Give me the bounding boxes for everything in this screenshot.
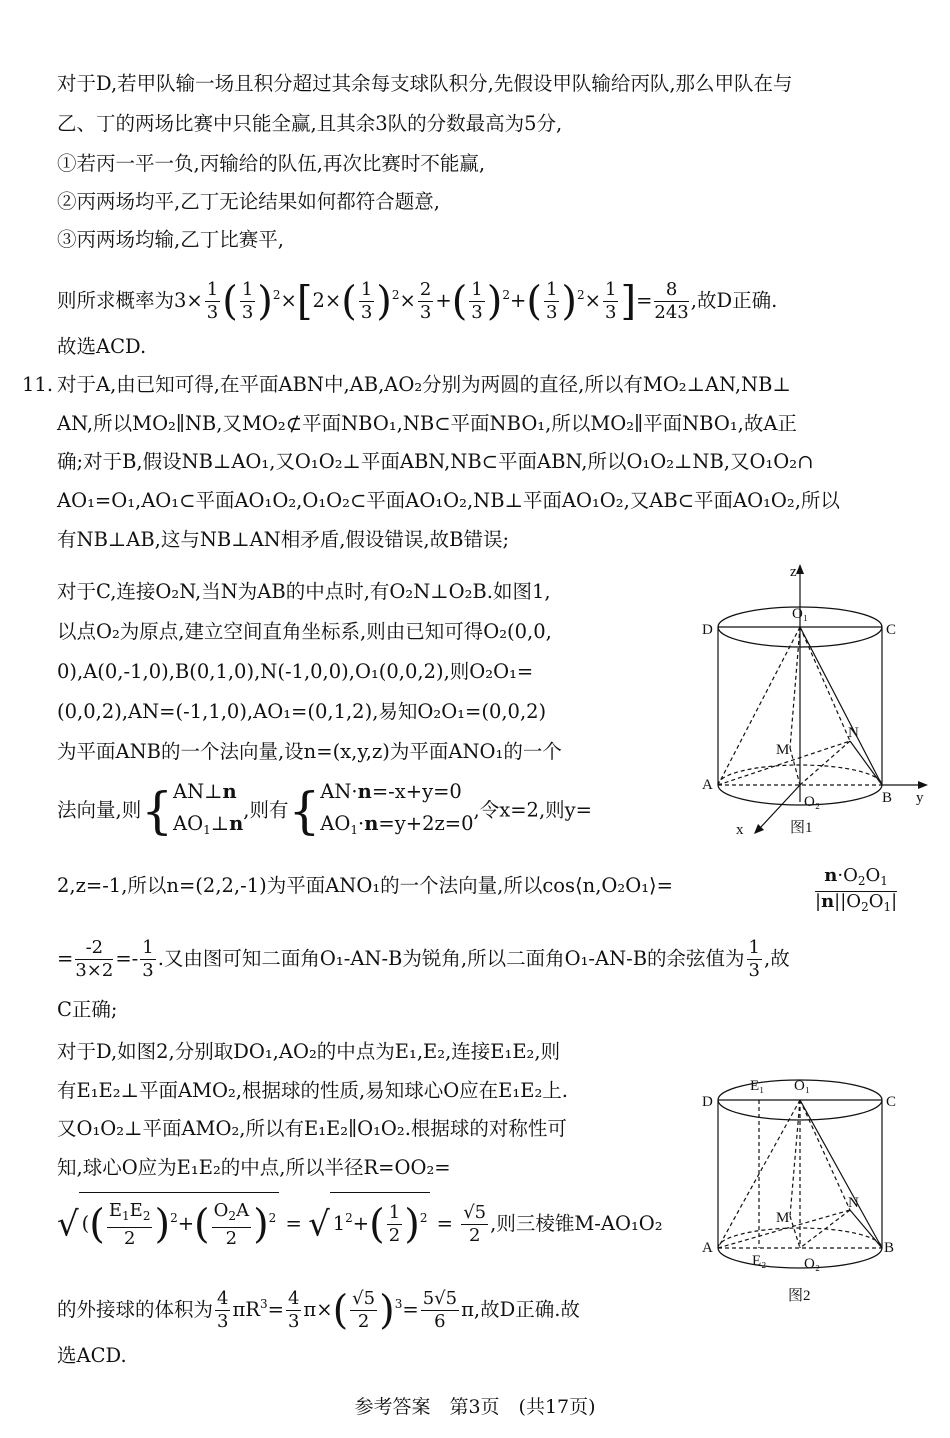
a-label: A xyxy=(702,777,713,793)
a-label: A xyxy=(702,1240,713,1256)
text-line: AO₁=O₁,AO₁⊂平面AO₁O₂,O₁O₂⊂平面AO₁O₂,NB⊥平面AO₁O₂,又AB⊂平面AO₁O₂,所以 xyxy=(57,489,840,512)
b-label: B xyxy=(884,1240,895,1256)
probability-formula: 则所求概率为3× $\frac{1}{3}$ ( $\frac{1}{3}$ )$^2$×[2×( $\frac{1}{3}$ )$^2$× $\frac{2}{3}$ +( $\frac{1}{3}$ )$^2$+( $\frac{1}{3}$ )$^2$× $\frac{1}{3}$ ]= $\frac{8}{243}$ ,故D正确. xyxy=(57,278,778,325)
text-line: 选ACD. xyxy=(57,1344,127,1367)
e1-label: E₁ xyxy=(750,1078,765,1094)
text-line: 知,球心O应为E₁E₂的中点,所以半径R=OO₂= xyxy=(57,1156,451,1179)
page-footer: 参考答案 第3页 (共17页) xyxy=(354,1396,596,1418)
m-label: M xyxy=(776,1210,790,1226)
n-label: N xyxy=(848,1195,859,1211)
text-line: C正确; xyxy=(57,998,118,1021)
x-label: x xyxy=(736,822,744,838)
figure-1-cylinder xyxy=(688,562,938,842)
volume-formula: 的外接球的体积为 $\frac{4}{3}$ $\pi R^3=$ $\frac{4}{3}$ π×( $\frac{√5}{2}$ )$^3$= $\frac{5√5}{6}$ π,故D正确.故 xyxy=(57,1287,580,1334)
text-line: 为平面ANB的一个法向量,设n=(x,y,z)为平面ANO₁的一个 xyxy=(57,740,562,763)
o2-label: O₂ xyxy=(804,794,821,810)
text-line: 乙、丁的两场比赛中只能全赢,且其余3队的分数最高为5分, xyxy=(57,112,563,135)
o2-label: O₂ xyxy=(804,1256,821,1272)
cos-result: = $\frac{-2}{3\times 2}$ =- $\frac{1}{3}$ .又由图可知二面角O₁-AN-B为锐角,所以二面角O₁-AN-B的余弦值为 $\frac{1}{3}$ ,故 xyxy=(57,937,790,981)
y-label: y xyxy=(916,790,924,806)
text-line: ②丙两场均平,乙丁无论结果如何都符合题意, xyxy=(57,190,440,213)
figure-1-caption: 图1 xyxy=(790,820,813,836)
m-label: M xyxy=(776,742,790,758)
radius-formula: √ (( $\frac{E_1E_2}{2}$ )$^2$+( $\frac{O_2A}{2}$ )$^2$ = √ $1^2+$( $\frac{1}{2}$ )$^2$ = $\frac{√5}{2}$ ,则三棱锥M-AO₁O₂ xyxy=(57,1192,663,1250)
normal-vector-system: 法向量,则{AN⊥n $AO_1\perp n$,则有{AN·n=-x+y=0 $AO_1\cdot n=y+2z=0$,令x=2,则y= xyxy=(57,780,593,840)
o1-label: O₁ xyxy=(794,1078,811,1094)
text-line: 以点O₂为原点,建立空间直角坐标系,则由已知可得O₂(0,0, xyxy=(57,620,552,643)
e2-label: E₂ xyxy=(752,1253,767,1269)
text-line: 故选ACD. xyxy=(57,335,147,358)
text-line: 有E₁E₂⊥平面AMO₂,根据球的性质,易知球心O应在E₁E₂上. xyxy=(57,1079,568,1102)
question-number: 11. xyxy=(22,373,54,396)
text-line: ③丙两场均输,乙丁比赛平, xyxy=(57,228,284,251)
text-line: 2,z=-1,所以n=(2,2,-1)为平面ANO₁的一个法向量,所以cos⟨n,O₂O₁⟩= xyxy=(57,874,673,897)
text-line: 对于A,由已知可得,在平面ABN中,AB,AO₂分别为两圆的直径,所以有MO₂⊥AN,NB⊥ xyxy=(57,373,791,396)
text-line: 对于D,如图2,分别取DO₁,AO₂的中点为E₁,E₂,连接E₁E₂,则 xyxy=(57,1040,561,1063)
z-label: z xyxy=(790,564,797,580)
d-label: D xyxy=(702,622,713,638)
text-line: ①若丙一平一负,丙输给的队伍,再次比赛时不能赢, xyxy=(57,152,486,175)
text-line: 对于C,连接O₂N,当N为AB的中点时,有O₂N⊥O₂B.如图1, xyxy=(57,580,551,603)
figure-2-cylinder xyxy=(688,1070,938,1320)
b-label: B xyxy=(882,790,893,806)
figure-2-caption: 图2 xyxy=(788,1288,811,1304)
text-line: 确;对于B,假设NB⊥AO₁,又O₁O₂⊥平面ABN,NB⊂平面ABN,所以O₁O₂⊥NB,又O₁O₂∩ xyxy=(57,450,814,473)
o1-label: O₁ xyxy=(792,606,809,622)
cos-fraction: $n\cdot O_2O_1$ $|n||O_2O_1|$ xyxy=(815,865,898,914)
c-label: C xyxy=(886,622,897,638)
n-label: N xyxy=(848,725,859,741)
text-line: (0,0,2),AN=(-1,1,0),AO₁=(0,1,2),易知O₂O₁=(0,0,2) xyxy=(57,700,547,723)
text-line: 有NB⊥AB,这与NB⊥AN相矛盾,假设错误,故B错误; xyxy=(57,528,510,551)
text-line: 又O₁O₂⊥平面AMO₂,所以有E₁E₂∥O₁O₂.根据球的对称性可 xyxy=(57,1117,567,1140)
text-line: 对于D,若甲队输一场且积分超过其余每支球队积分,先假设甲队输给丙队,那么甲队在与 xyxy=(57,72,793,95)
c-label: C xyxy=(886,1094,897,1110)
text-line: 0),A(0,-1,0),B(0,1,0),N(-1,0,0),O₁(0,0,2),则O₂O₁= xyxy=(57,660,534,683)
text-line: AN,所以MO₂∥NB,又MO₂⊄平面NBO₁,NB⊂平面NBO₁,所以MO₂∥平面NBO₁,故A正 xyxy=(57,412,797,435)
d-label: D xyxy=(702,1094,713,1110)
